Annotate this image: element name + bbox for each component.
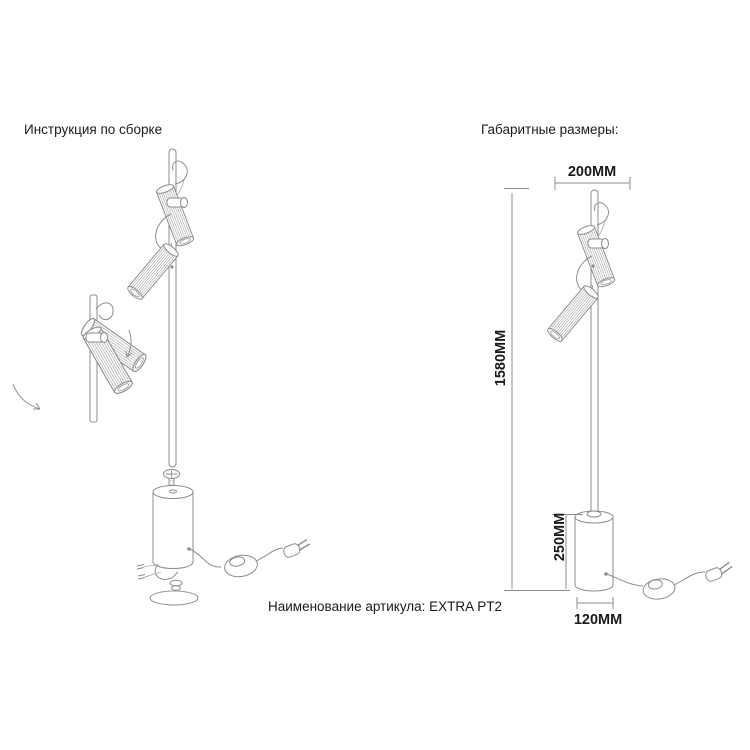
dim-label-base-height: 250MM: [552, 512, 568, 562]
head-bracket: [167, 198, 188, 208]
detail-cable-hook: [96, 303, 113, 320]
dim-head-bracket: [588, 239, 609, 249]
dimension-top-width: [555, 164, 630, 190]
dim-base-cylinder: [575, 511, 613, 591]
dim-spot-head-upper: [576, 224, 615, 289]
head-rotation-detail: [13, 295, 148, 422]
assembly-lamp-drawing: [126, 149, 312, 605]
dimensioned-lamp-drawing: [493, 164, 734, 628]
dim-power-plug: [704, 562, 734, 583]
overall-dimensions-title: Габаритные размеры:: [481, 122, 619, 137]
dimension-base-width: [574, 597, 622, 628]
power-plug: [282, 538, 311, 558]
foot-switch: [223, 553, 259, 579]
assembly-instructions-title: Инструкция по сборке: [24, 122, 163, 137]
dim-label-base-width: 120MM: [573, 612, 623, 628]
power-cord: [187, 538, 311, 579]
spot-head-upper: [155, 183, 194, 248]
cable-attach-dot: [170, 265, 173, 268]
dim-power-cord: [604, 562, 734, 601]
dim-cable-attach-dot: [591, 264, 594, 267]
detail-bracket: [86, 333, 108, 343]
base-plate: [150, 591, 198, 605]
dim-label-top-width: 200MM: [567, 164, 617, 180]
article-name-label: Наименование артикула: EXTRA PT2: [268, 599, 502, 614]
base-cylinder: [153, 486, 193, 569]
dim-label-total-height: 1580MM: [493, 329, 509, 387]
dim-foot-switch: [642, 577, 676, 601]
